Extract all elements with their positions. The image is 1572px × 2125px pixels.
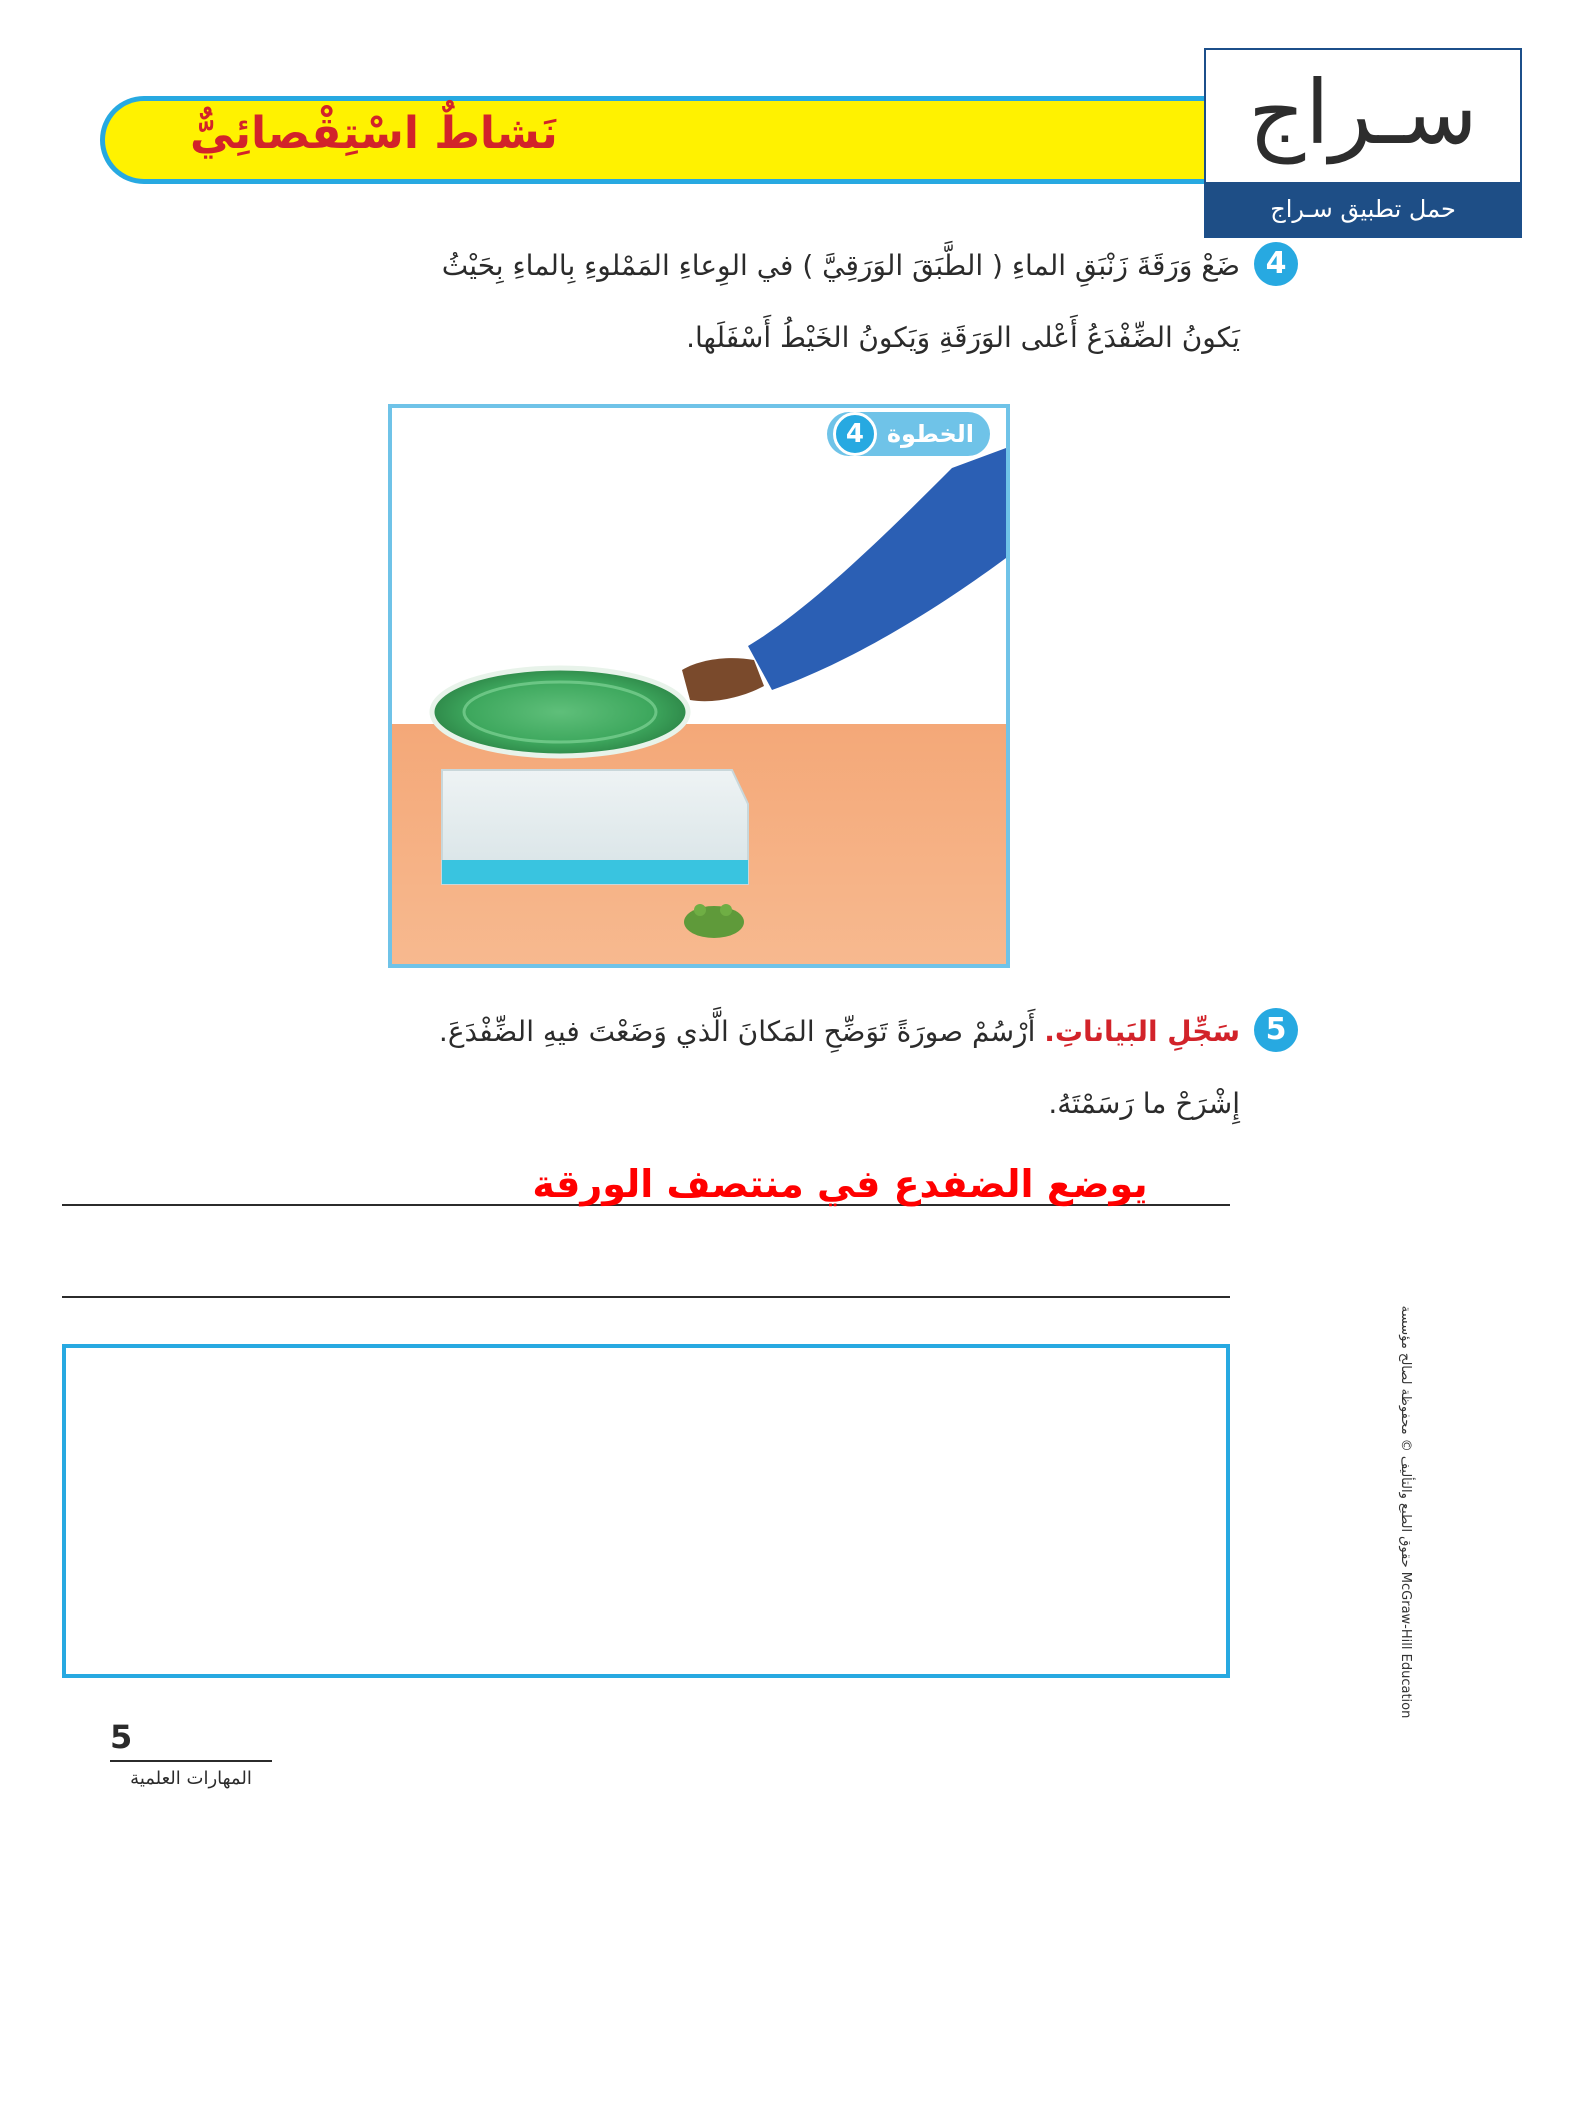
- step-5-line-1: [100, 996, 1240, 1068]
- section-label: المهارات العلمية: [130, 1768, 252, 1789]
- container-base: [442, 860, 748, 884]
- step-4-line-1: ضَعْ وَرَقَةَ زَنْبَقِ الماءِ ( الطَّبَقَ الوَرَقِيَّ ) في الوِعاءِ المَمْلوءِ بِالماءِ بِحَيْثُ: [441, 249, 1240, 282]
- step-5-line-2: إِشْرَحْ ما رَسَمْتَهُ.: [1048, 1087, 1240, 1120]
- step-4-number: 4: [1254, 242, 1298, 286]
- step-5-line-1-rest: أَرْسُمْ صورَةً تَوَضِّحِ المَكانَ الَّذي وَضَعْتَ فيهِ الضِّفْدَعَ.: [438, 1015, 1045, 1048]
- logo-download-strip: حمل تطبيق سـراج: [1206, 182, 1520, 236]
- step-4-line-2: يَكونُ الضِّفْدَعُ أَعْلى الوَرَقَةِ وَيَكونُ الخَيْطُ أَسْفَلَها.: [686, 321, 1240, 354]
- step-5-number: 5: [1254, 1008, 1298, 1052]
- footer-rule: [110, 1760, 272, 1762]
- logo-wordmark: سـراج: [1248, 61, 1478, 164]
- answer-line-2[interactable]: [62, 1296, 1230, 1298]
- page-number: 5: [110, 1718, 133, 1756]
- step-4-photo: [388, 404, 1010, 968]
- step-5-lead: سَجِّلِ البَياناتِ.: [1044, 1015, 1240, 1048]
- step-4-text: [120, 230, 1240, 374]
- step-5-text: [100, 996, 1240, 1140]
- activity-title: نَشاطٌ اسْتِقْصائِيٌّ: [190, 108, 558, 159]
- photo-step-label-text: الخطوة: [886, 420, 974, 448]
- copyright-side: [1393, 1272, 1417, 1752]
- photo-illustration: [392, 408, 1006, 964]
- siraj-logo[interactable]: [1204, 48, 1522, 238]
- copyright-text: حقوق الطبع والتأليف © محفوظة لصالح مؤسسة McGraw-Hill Education: [1398, 1305, 1413, 1719]
- answer-text: يوضع الضفدع في منتصف الورقة: [532, 1162, 1148, 1206]
- photo-step-number: 4: [833, 412, 877, 456]
- photo-step-label: [827, 412, 990, 456]
- drawing-box[interactable]: [62, 1344, 1230, 1678]
- frog: [684, 906, 744, 938]
